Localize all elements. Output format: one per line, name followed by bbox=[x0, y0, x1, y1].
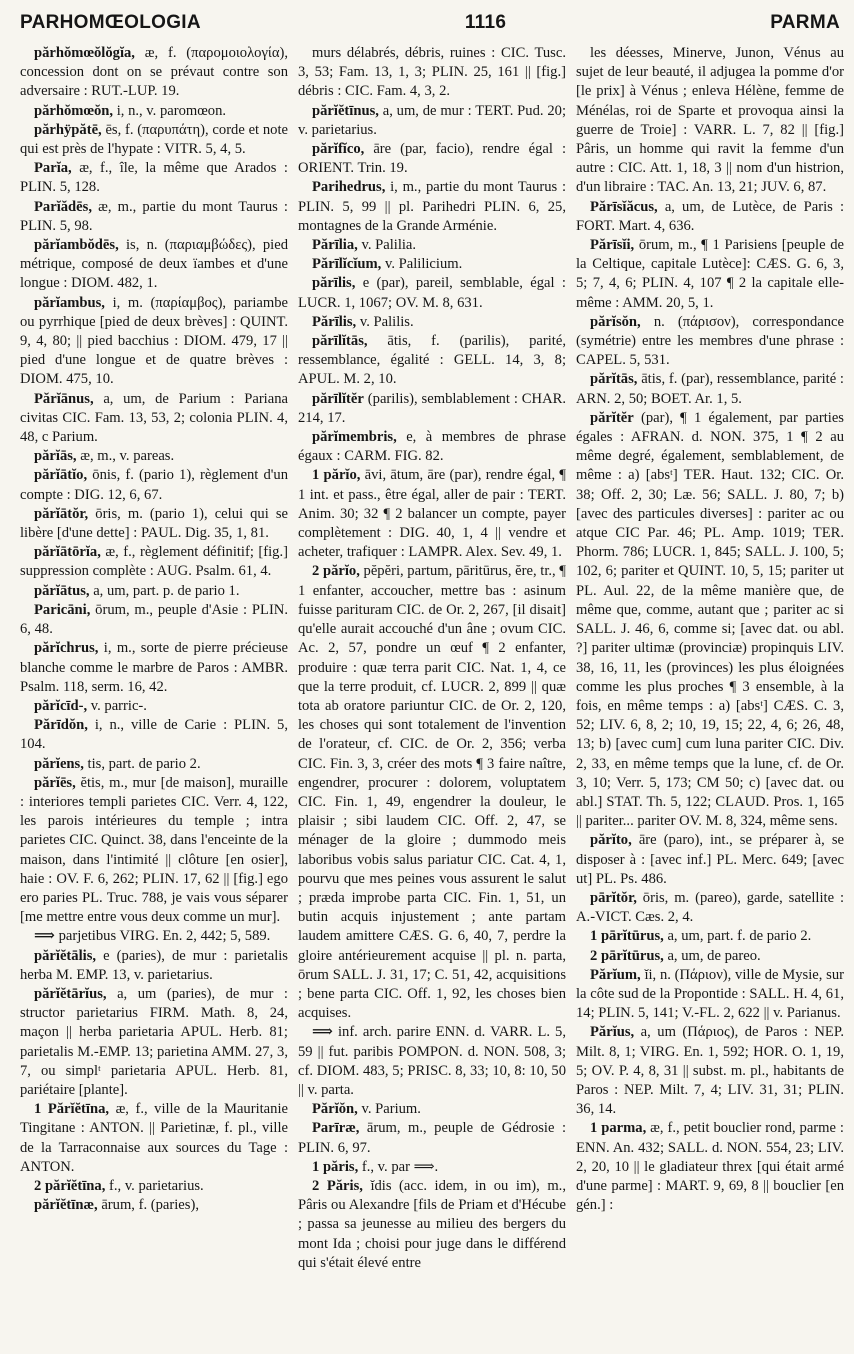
dictionary-entry bbox=[20, 582, 288, 601]
entry-definition: a, um, de pareo. bbox=[667, 947, 761, 964]
entry-definition: ĭi, n. (Πάριον), ville de Mysie, sur la côte sud de la Propontide : SALL. H. 4, 61, 14; PLIN. 5, 141; V.-FL. 2, 622 || v. Parianus. bbox=[576, 966, 844, 1022]
entry-headword: părĭambus, bbox=[34, 294, 105, 311]
entry-headword: 2 părĭĕtīna, bbox=[34, 1177, 106, 1194]
dictionary-entry bbox=[20, 927, 288, 946]
entry-definition: a, um (paries), de mur : structor parietarius FIRM. Math. 8, 24, maçon || herba parietaria APUL. Herb. 81; parietalis M.-EMP. 13; parietina AMM. 27, 3, 7, ou simplᵗ parietaria APUL. Herb. 81, pariétaire [plante]. bbox=[20, 985, 288, 1098]
entry-definition: āre (paro), int., se préparer à, se disposer à : [avec inf.] PL. Merc. 649; [avec ut] PL. Ps. 486. bbox=[576, 832, 844, 887]
dictionary-entry bbox=[298, 236, 566, 255]
entry-definition: v. Parium. bbox=[361, 1101, 421, 1118]
entry-headword: părĭātŏr, bbox=[34, 505, 89, 522]
dictionary-entry bbox=[576, 966, 844, 1024]
entry-headword: părĭĕtīnus, bbox=[312, 102, 379, 119]
entry-definition: ōnis, f. (pario 1), règlement d'un compte : DIG. 12, 6, 67. bbox=[20, 467, 288, 503]
entry-definition: æ, f., île, la même que Arados : PLIN. 5, 128. bbox=[20, 160, 288, 196]
dictionary-entry bbox=[298, 1100, 566, 1119]
dictionary-entry bbox=[20, 44, 288, 102]
entry-headword: părĭātus, bbox=[34, 582, 90, 599]
entry-definition: v. parric-. bbox=[90, 697, 147, 714]
entry-definition: æ, f., règlement définitif; [fig.] suppression complète : AUG. Psalm. 61, 4. bbox=[20, 544, 288, 580]
dictionary-entry bbox=[576, 889, 844, 927]
entry-headword: Părīlis, bbox=[312, 313, 357, 330]
dictionary-entry bbox=[298, 390, 566, 428]
entry-definition: ātis, f. (parilis), parité, ressemblance, égalité : GELL. 14, 3, 8; APUL. M. 2, 10. bbox=[298, 333, 566, 388]
entry-definition: (par), ¶ 1 également, par parties égales : AFRAN. d. NON. 375, 1 ¶ 2 au même degré, également, semblablement, de même : a) [absᵗ] TER. Haut. 132; CIC. Or. 38; Off. 2, 30; Læ. 56; SALL. J. 80, 7; b) [avec des particules diverses] : pariter ac ou atque CIC Par. 46; PL. Amp. 1019; TER. Phorm. 786; LUCR. 1, 845; SALL. J. 100, 5; 102, 6; pariter et QUINT. 10, 5, 15; pariter ut PL. Aul. 22, de la même manière que, de même que, comme, autant que ; pariter ac si SALL. J. 46, 6, comme si; [avec dat. ou abl. ?] pariter ultimæ (provinciæ) propinquis LIV. 38, 16, 11, les (provinces) les plus éloignées comme les plus proches ¶ 3 ensemble, à la fois, en même temps : a) [absᵗ] CÆS. C. 3, 52; LIV. 6, 8, 2; 10, 19, 15; 22, 4, 6; 26, 48, 13; b) [avec cum] cum luna pariter CIC. Div. 2, 33, en même temps que la lune, cf. de Or. 3, 10; Verr. 5, 173; CM 50; c) [avec dat. ou abl.] STAT. Th. 5, 122; CLAUD. Pros. 1, 165 || pariter... pariter OV. M. 8, 324, même sens. bbox=[576, 409, 844, 830]
text-columns bbox=[20, 44, 844, 1344]
entry-definition: ārum, f. (paries), bbox=[101, 1197, 199, 1214]
dictionary-entry bbox=[298, 1119, 566, 1157]
entry-headword: părĭambŏdēs, bbox=[34, 237, 119, 254]
entry-headword: 2 pārĭtūrus, bbox=[590, 947, 664, 964]
entry-definition: murs délabrés, débris, ruines : CIC. Tusc. 3, 53; Fam. 13, 1, 3; PLIN. 25, 161 || [fig.] débris : CIC. Fam. 4, 3, 2. bbox=[298, 45, 566, 100]
dictionary-entry bbox=[298, 102, 566, 140]
entry-headword: 1 părĭo, bbox=[312, 467, 361, 484]
entry-headword: părhŏmœŏn, bbox=[34, 102, 114, 119]
entry-headword: Paricāni, bbox=[34, 601, 91, 618]
entry-definition: æ, f. (παρομοιολογία), concession dont on se prévaut contre son adversaire : RUT.-LUP. 19. bbox=[20, 45, 288, 100]
entry-definition: i, m., sorte de pierre précieuse blanche comme le marbre de Paros : AMBR. Psalm. 118, serm. 16, 42. bbox=[20, 640, 288, 695]
header-left-guide-word: PARHOMŒOLOGIA bbox=[20, 12, 201, 33]
entry-definition: ĭdis (acc. idem, in ou im), m., Pâris ou Alexandre [fils de Priam et d'Hécube ; passa sa jeunesse au milieu des bergers du mont Ida ; choisi pour juge dans le différend qui s'était élevé entre bbox=[298, 1177, 566, 1271]
entry-definition: i, m. (παρίαμβος), pariambe ou pyrrhique [pied de deux brèves] : QUINT. 9, 4, 80; || pied bacchius : DIOM. 479, 17 || pied d'une longue et de quatre brèves : DIOM. 475, 10. bbox=[20, 294, 288, 388]
entry-definition: a, um, de mur : TERT. Pud. 20; v. parietarius. bbox=[298, 102, 566, 138]
dictionary-entry bbox=[298, 332, 566, 390]
dictionary-entry bbox=[576, 409, 844, 831]
entry-headword: părĭtĕr bbox=[590, 409, 634, 426]
entry-headword: 1 parma, bbox=[590, 1120, 647, 1137]
entry-definition: f., v. par ⟹. bbox=[361, 1158, 439, 1175]
running-header bbox=[20, 12, 840, 44]
entry-headword: părĭcīd-, bbox=[34, 697, 88, 714]
entry-definition: e (paries), de mur : parietalis herba M. EMP. 13, v. parietarius. bbox=[20, 947, 288, 983]
dictionary-entry bbox=[576, 236, 844, 313]
entry-definition: ōris, m. (pareo), garde, satellite : A.-VICT. Cæs. 2, 4. bbox=[576, 889, 844, 926]
entry-headword: părīlĭtĕr bbox=[312, 390, 364, 407]
dictionary-entry bbox=[20, 390, 288, 448]
entry-headword: părĭĕtālis, bbox=[34, 947, 97, 964]
entry-definition: ēs, f. (παρυπάτη), corde et note qui est près de l'hypate : VITR. 5, 4, 5. bbox=[20, 121, 288, 158]
entry-definition: i, n., v. paromœon. bbox=[116, 102, 227, 119]
entry-headword: părĭchrus, bbox=[34, 640, 99, 657]
entry-headword: părīlis, bbox=[312, 275, 356, 292]
dictionary-entry bbox=[20, 505, 288, 543]
entry-headword: Parĭa, bbox=[34, 160, 72, 177]
entry-headword: părĭātĭo, bbox=[34, 467, 88, 484]
entry-headword: Părĭŏn, bbox=[312, 1101, 358, 1118]
entry-definition: ōrum, m., peuple d'Asie : PLIN. 6, 48. bbox=[20, 601, 288, 638]
dictionary-entry bbox=[298, 428, 566, 466]
entry-headword: Părīsĭăcus, bbox=[590, 198, 658, 215]
dictionary-entry bbox=[20, 755, 288, 774]
entry-headword: pārĭtŏr, bbox=[590, 889, 637, 906]
entry-headword: părĭens, bbox=[34, 755, 84, 772]
dictionary-entry bbox=[20, 601, 288, 639]
column-3 bbox=[576, 44, 844, 1344]
page-number: 1116 bbox=[464, 12, 507, 33]
dictionary-entry bbox=[20, 466, 288, 504]
dictionary-entry bbox=[576, 1023, 844, 1119]
dictionary-entry bbox=[298, 1158, 566, 1177]
dictionary-entry bbox=[20, 159, 288, 197]
dictionary-entry bbox=[298, 255, 566, 274]
entry-definition: tis, part. de pario 2. bbox=[87, 755, 201, 772]
dictionary-entry bbox=[20, 294, 288, 390]
entry-definition: a, um, part. p. de pario 1. bbox=[93, 582, 240, 599]
dictionary-entry bbox=[576, 927, 844, 946]
dictionary-entry bbox=[298, 140, 566, 178]
entry-headword: părĭĕtīnæ, bbox=[34, 1197, 98, 1214]
header-right-guide-word: PARMA bbox=[770, 12, 840, 33]
entry-definition: inf. arch. parire ENN. d. VARR. L. 5, 59 || fut. paribis POMPON. d. NON. 508, 3; cf. DIOM. 483, 5; PRISC. 8, 33; 10, 8: 10, 50 || v. parta. bbox=[298, 1024, 566, 1098]
entry-headword: părĭsŏn, bbox=[590, 313, 641, 330]
entry-headword: părĭātōrĭa, bbox=[34, 544, 101, 561]
entry-headword: Părĭus, bbox=[590, 1024, 635, 1041]
entry-headword: Parīræ, bbox=[312, 1120, 360, 1137]
entry-definition: a, um, de Lutèce, de Paris : FORT. Mart. 4, 636. bbox=[576, 198, 844, 234]
entry-definition: æ, m., partie du mont Taurus : PLIN. 5, 98. bbox=[20, 198, 288, 234]
dictionary-entry bbox=[576, 1119, 844, 1215]
entry-definition: v. Palilia. bbox=[361, 237, 417, 254]
dictionary-entry bbox=[20, 543, 288, 581]
column-1 bbox=[20, 44, 288, 1344]
entry-headword: ⟹ bbox=[312, 1024, 333, 1041]
entry-definition: a, um, part. f. de pario 2. bbox=[667, 928, 812, 945]
entry-definition: a, um (Πάριος), de Paros : NEP. Milt. 8, 1; VIRG. En. 1, 592; HOR. O. 1, 19, 5; OV. P. 4, 8, 31 || subst. m. pl., habitants de Paros : NEP. Milt. 7, 4; LIV. 31, 31; PLIN. 36, 14. bbox=[576, 1024, 844, 1118]
dictionary-entry bbox=[20, 102, 288, 121]
dictionary-entry bbox=[576, 313, 844, 371]
entry-definition: (parilis), semblablement : CHAR. 214, 17. bbox=[298, 390, 566, 426]
entry-definition: les déesses, Minerve, Junon, Vénus au sujet de leur beauté, il adjugea la pomme d'or [le prix] à Vénus ; enleva Hélène, femme de Ménélas, roi de Sparte et provoqua ainsi la guerre de Troie] : VARR. L. 7, 82 || [fig.] Pâris, un homme qui ravit la femme d'un autre : CIC. Att. 1, 18, 3 || nom d'un histrion, d'un libraire : TAC. An. 13, 21; JUV. 6, 87. bbox=[576, 45, 844, 196]
entry-headword: părĭās, bbox=[34, 448, 77, 465]
dictionary-entry bbox=[20, 985, 288, 1100]
entry-definition: a, um, de Parium : Pariana civitas CIC. Fam. 13, 53, 2; colonia PLIN. 4, 48, c Parium. bbox=[20, 390, 288, 446]
entry-definition: āvi, ātum, āre (par), rendre égal, ¶ 1 int. et pass., être égal, aller de pair : TERT. Anim. 30; 32 ¶ 2 balancer un compte, payer complètement : DIG. 40, 1, 4 || vendre et acheter, trafiquer : LAMPR. Alex. Sev. 49, 1. bbox=[298, 467, 566, 561]
dictionary-entry bbox=[20, 639, 288, 697]
entry-headword: Părīsĭi, bbox=[590, 237, 635, 254]
dictionary-entry bbox=[298, 313, 566, 332]
entry-definition: n. (πάρισον), correspondance (symétrie) entre les membres d'une phrase : CAPEL. 5, 531. bbox=[576, 313, 844, 369]
entry-headword: 1 pārĭtūrus, bbox=[590, 928, 664, 945]
entry-definition: æ, m., v. pareas. bbox=[80, 448, 175, 465]
entry-definition: parjetibus VIRG. En. 2, 442; 5, 589. bbox=[58, 928, 271, 945]
entry-definition: āre (par, facio), rendre égal : ORIENT. Trin. 19. bbox=[298, 141, 566, 177]
entry-definition: pĕpĕri, partum, pāritūrus, ĕre, tr., ¶ 1 enfanter, accoucher, mettre bas : asinum fuisse parituram CIC. de Or. 2, 267, [il disait] qu'elle aurait accouché d'un âne ; ovum CIC. Ac. 2, 57, pondre un œuf ¶ 2 enfanter, produire : quæ terra parit CIC. Nat. 1, 4, ce que la terre produit, cf. LUCR. 2, 899 || quæ tota ab oratore pariuntur CIC. de Or. 2, 120, les choses qui sont totalement de l'invention de l'orateur, cf. CIC. de Or. 2, 356; verba CIC. Fin. 3, 3, créer des mots ¶ 3 faire naître, engendrer, procurer : dolorem, voluptatem CIC. Fin. 1, 49, engendrer la douleur, le plaisir ; sibi laudem CIC. Off. 2, 47, se ménager de la gloire ; dummodo meis laboribus vobis salus pariatur CIC. Cat. 4, 1, pourvu que mes peines vous assurent le salut ; præda improbe parta CIC. Fin. 1, 51, un butin acquis injustement ; ante partam laudem amittere CÆS. G. 6, 40, 7, perdre la gloire antérieurement acquise || pl. n. parta, ōrum SALL. J. 31, 17; C. 51, 42, acquisitions ; bene parta CIC. Off. 1, 92, les choses bien acquises. bbox=[298, 563, 566, 1022]
entry-headword: Părĭum, bbox=[590, 966, 641, 983]
dictionary-entry bbox=[298, 274, 566, 312]
entry-definition: is, n. (παριαμβώδες), pied métrique, composé de deux ïambes et d'une longue : DIOM. 482, 1. bbox=[20, 237, 288, 292]
dictionary-entry bbox=[576, 947, 844, 966]
entry-headword: 2 părĭo, bbox=[312, 563, 360, 580]
entry-headword: părĭmembris, bbox=[312, 429, 397, 446]
entry-definition: ārum, m., peuple de Gédrosie : PLIN. 6, 97. bbox=[298, 1120, 566, 1156]
entry-definition: v. Palilis. bbox=[359, 313, 414, 330]
dictionary-entry bbox=[298, 44, 566, 102]
dictionary-entry bbox=[298, 1177, 566, 1273]
entry-headword: ⟹ bbox=[34, 928, 55, 945]
entry-definition: i, m., partie du mont Taurus : PLIN. 5, 99 || pl. Parihedri PLIN. 6, 25, montagnes de la Grande Arménie. bbox=[298, 179, 566, 234]
dictionary-entry bbox=[20, 447, 288, 466]
entry-headword: Parihedrus, bbox=[312, 179, 386, 196]
entry-definition: ōrum, m., ¶ 1 Parisiens [peuple de la Celtique, capitale Lutèce]: CÆS. G. 6, 3, 5; 7, 4, 6; PLIN. 4, 107 ¶ 2 la capitale elle-même : AMM. 20, 5, 1. bbox=[576, 237, 844, 311]
entry-headword: 1 Părĭĕtīna, bbox=[34, 1101, 110, 1118]
entry-headword: părĭto, bbox=[590, 832, 632, 849]
dictionary-entry bbox=[20, 1196, 288, 1215]
entry-headword: 1 păris, bbox=[312, 1158, 359, 1175]
entry-headword: 2 Păris, bbox=[312, 1177, 363, 1194]
entry-definition: v. Palilicium. bbox=[384, 256, 463, 273]
dictionary-entry bbox=[20, 1177, 288, 1196]
dictionary-entry bbox=[298, 562, 566, 1023]
entry-headword: părīlĭtās, bbox=[312, 333, 368, 350]
entry-definition: ātis, f. (par), ressemblance, parité : ARN. 2, 50; BOET. Ar. 1, 5. bbox=[576, 371, 844, 407]
entry-definition: æ, f., ville de la Mauritanie Tingitane : ANTON. || Parietinæ, f. pl., ville de la Tarraconnaise aux sources du Tage : ANTON. bbox=[20, 1101, 288, 1175]
entry-headword: părĭtās, bbox=[590, 371, 638, 388]
entry-headword: părhŏmœŏlŏgĭa, bbox=[34, 45, 135, 61]
dictionary-entry bbox=[20, 121, 288, 159]
entry-headword: Parĭădēs, bbox=[34, 198, 92, 215]
dictionary-entry bbox=[576, 831, 844, 889]
dictionary-entry bbox=[20, 236, 288, 294]
dictionary-entry bbox=[298, 178, 566, 236]
entry-definition: ĕtis, m., mur [de maison], muraille : interiores templi parietes CIC. Verr. 4, 122, les parois intérieures du temple ; intra parietes CIC. Quinct. 38, dans l'enceinte de la maison, dans l'intimité || clôture [en osier], haie : OV. F. 6, 262; PLIN. 17, 62 || [fig.] ego ero paries PL. Truc. 788, je vais vous séparer [me mettre entre vous deux comme un mur]. bbox=[20, 774, 288, 926]
dictionary-entry bbox=[576, 198, 844, 236]
dictionary-entry bbox=[20, 1100, 288, 1177]
entry-headword: părĭēs, bbox=[34, 774, 76, 791]
entry-headword: părĭĕtārĭus, bbox=[34, 985, 107, 1002]
entry-definition: e (par), pareil, semblable, égal : LUCR. 1, 1067; OV. M. 8, 631. bbox=[298, 275, 566, 311]
entry-headword: părhÿpătē, bbox=[34, 121, 102, 138]
entry-definition: ōris, m. (pario 1), celui qui se libère [d'une dette] : PAUL. Dig. 35, 1, 81. bbox=[20, 505, 288, 542]
dictionary-entry bbox=[20, 716, 288, 754]
dictionary-entry bbox=[20, 947, 288, 985]
entry-headword: Părīlia, bbox=[312, 237, 358, 254]
dictionary-entry bbox=[20, 198, 288, 236]
dictionary-entry bbox=[298, 466, 566, 562]
entry-headword: Părīlĭcĭum, bbox=[312, 256, 382, 273]
entry-definition: e, à membres de phrase égaux : CARM. FIG. 82. bbox=[298, 429, 566, 465]
dictionary-entry bbox=[298, 1023, 566, 1100]
entry-definition: æ, f., petit bouclier rond, parme : ENN. An. 432; SALL. d. NON. 554, 23; LIV. 2, 20, 10 || le gladiateur threx [qui était armé d'une parme] : MART. 9, 69, 8 || bouclier [en gén.] : bbox=[576, 1120, 844, 1214]
column-2 bbox=[298, 44, 566, 1344]
entry-headword: Părĭānus, bbox=[34, 390, 94, 407]
dictionary-entry bbox=[20, 697, 288, 716]
entry-headword: Părīdŏn, bbox=[34, 717, 88, 734]
entry-headword: părĭfĭco, bbox=[312, 141, 365, 158]
entry-definition: i, n., ville de Carie : PLIN. 5, 104. bbox=[20, 717, 288, 753]
dictionary-entry bbox=[20, 774, 288, 928]
dictionary-entry bbox=[576, 44, 844, 198]
entry-definition: f., v. parietarius. bbox=[109, 1177, 204, 1194]
dictionary-entry bbox=[576, 370, 844, 408]
